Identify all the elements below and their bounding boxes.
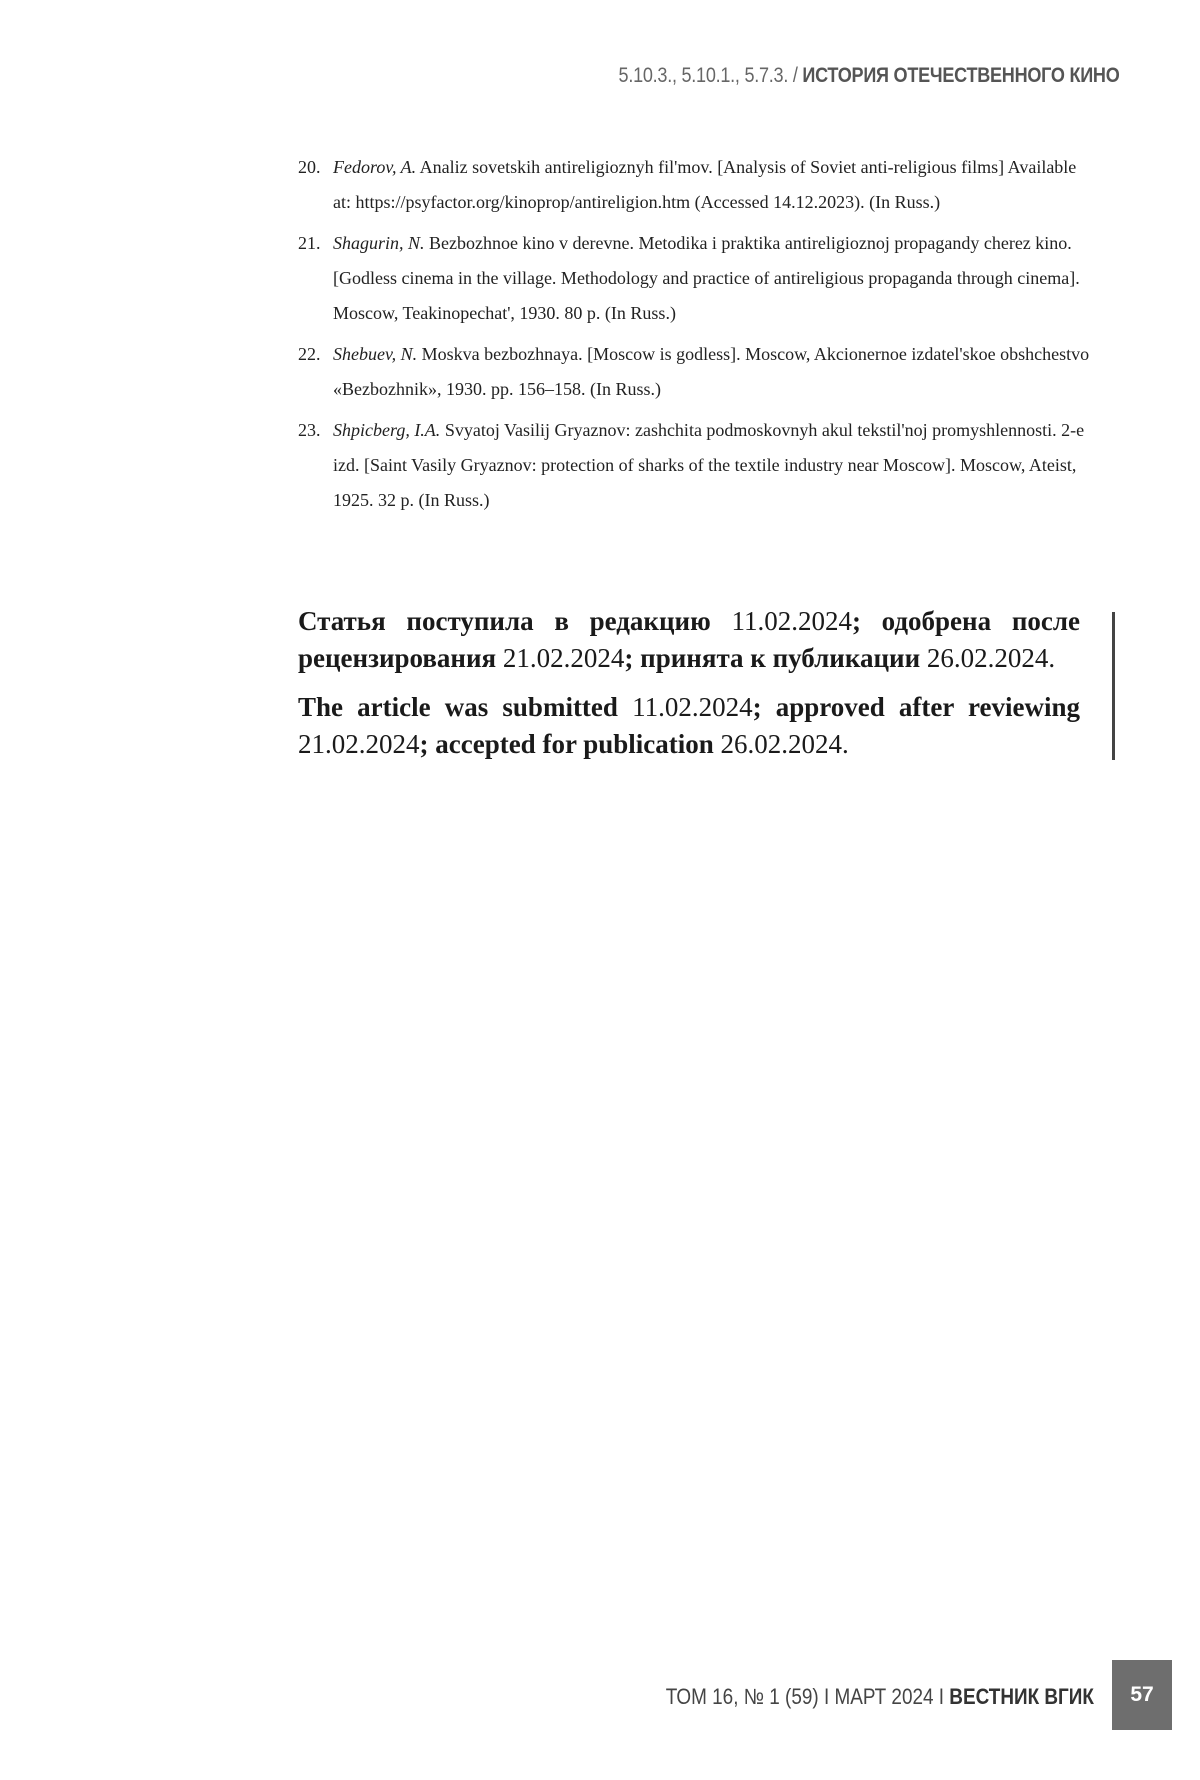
sentence-end-en: . [841, 729, 849, 759]
reference-number: 21. [298, 233, 321, 253]
submitted-label-ru: Статья поступила в редакцию [298, 606, 711, 636]
reference-text: Svyatoj Vasilij Gryaznov: zashchita podmoskovnyh akul tekstil'noj promyshlennosti. 2-e izd. [Saint Vasily Gryaznov: protection of sharks of the textile industry near Moscow]. Moscow, Ateist, 1925. 32 p. (In Russ.) [333, 420, 1085, 510]
running-footer [666, 1684, 1094, 1710]
reference-author: Shebuev, N. [333, 344, 418, 364]
accepted-date-ru: 26.02.2024 [926, 643, 1049, 673]
section-title: ИСТОРИЯ ОТЕЧЕСТВЕННОГО КИНО [802, 64, 1120, 87]
accepted-label-en: ; accepted for publication [419, 729, 714, 759]
reference-author: Fedorov, A. [333, 157, 417, 177]
reference-number: 20. [298, 157, 321, 177]
journal-name: ВЕСТНИК ВГИК [949, 1684, 1094, 1709]
reference-item [298, 337, 1098, 407]
reference-item [298, 150, 1098, 220]
approved-label-en: ; approved after reviewing [752, 692, 1081, 722]
approved-date-en: 21.02.2024 [298, 729, 420, 759]
reference-number: 23. [298, 420, 321, 440]
reference-text: Bezbozhnoe kino v derevne. Metodika i praktika antireligioznoj propagandy cherez kino. [Godless cinema in the village. Methodology and practice of antireligious propaganda through cinema]. Moscow, Teakinopechat', 1930. 80 p. (In Russ.) [333, 233, 1080, 323]
vertical-rule [1112, 612, 1115, 760]
submitted-date-en: 11.02.2024 [632, 692, 753, 722]
issue-info: ТОМ 16, № 1 (59) I МАРТ 2024 I [665, 1684, 945, 1709]
page-number: 57 [1112, 1660, 1172, 1730]
submitted-date-ru: 11.02.2024 [731, 606, 852, 636]
reference-item [298, 413, 1098, 518]
reference-text: Analiz sovetskih antireligioznyh fil'mov. [Analysis of Soviet anti-religious films] Available at: https://psyfactor.org/kinoprop/antireligion.htm (Accessed 14.12.2023). (In Russ.) [333, 157, 1077, 212]
reference-text: Moskva bezbozhnaya. [Moscow is godless]. Moscow, Akcionernoe izdatel'skoe obshchestvo «Bezbozhnik», 1930. pp. 156–158. (In Russ.) [333, 344, 1090, 399]
article-dates-english [298, 689, 1080, 763]
submitted-label-en: The article was submitted [298, 692, 618, 722]
article-dates [298, 603, 1080, 775]
accepted-label-ru: ; принята к публикации [624, 643, 921, 673]
specialty-codes: 5.10.3., 5.10.1., 5.7.3. / [619, 64, 799, 87]
running-header [619, 64, 1120, 88]
reference-author: Shagurin, N. [333, 233, 425, 253]
article-dates-russian [298, 603, 1080, 677]
reference-list [298, 150, 1098, 524]
approved-label-ru: ; одобрена после рецензирования [298, 606, 1080, 673]
reference-item [298, 226, 1098, 331]
approved-date-ru: 21.02.2024 [502, 643, 625, 673]
reference-number: 22. [298, 344, 321, 364]
sentence-end-ru: . [1048, 643, 1056, 673]
reference-author: Shpicberg, I.A. [333, 420, 441, 440]
accepted-date-en: 26.02.2024 [720, 729, 842, 759]
